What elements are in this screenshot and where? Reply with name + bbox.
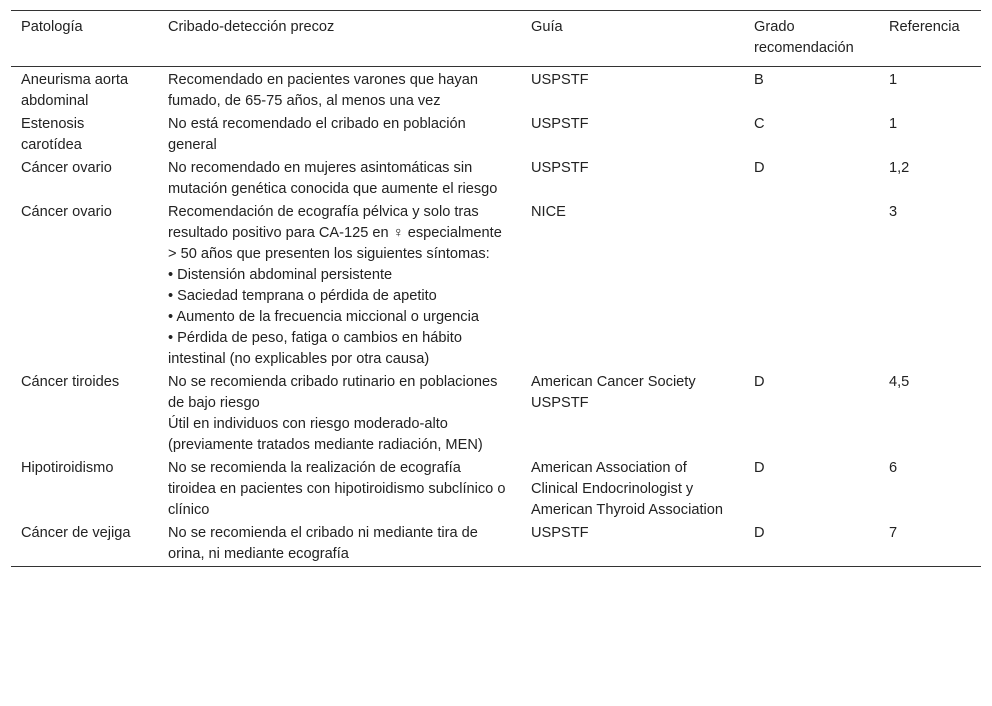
cell-referencia: 7 <box>889 525 898 541</box>
cell-patologia: Hipotiroidismo <box>21 460 114 476</box>
table-row <box>11 113 981 157</box>
cell-patologia: Cáncer tiroides <box>21 374 120 390</box>
header-referencia: Referencia <box>889 19 960 35</box>
header-grado: Grado recomendación <box>754 19 854 56</box>
cell-grado: D <box>754 374 765 390</box>
cell-guia: USPSTF <box>531 160 589 176</box>
table-row <box>11 157 981 201</box>
cell-guia: USPSTF <box>531 525 589 541</box>
cell-patologia: Cáncer ovario <box>21 204 112 220</box>
cell-patologia: Estenosis carotídea <box>21 116 85 153</box>
cell-grado: D <box>754 460 765 476</box>
screening-table-container <box>11 10 981 567</box>
cell-cribado: No está recomendado el cribado en población general <box>168 116 466 153</box>
cell-referencia: 1 <box>889 72 898 88</box>
table-row <box>11 371 981 457</box>
header-patologia: Patología <box>21 19 83 35</box>
cell-grado <box>744 201 879 371</box>
cell-cribado: Recomendación de ecografía pélvica y solo tras resultado positivo para CA-125 en ♀ especialmente > 50 años que presenten los siguientes síntomas: • Distensión abdominal persistente • Saciedad temprana o pérdida de apetito • Aumento de la frecuencia miccional o urgencia • Pérdida de peso, fatiga o cambios en hábito intestinal (no explicables por otra causa) <box>168 204 502 367</box>
cell-referencia: 1,2 <box>889 160 910 176</box>
cell-patologia: Cáncer de vejiga <box>21 525 131 541</box>
screening-table <box>11 10 981 567</box>
cell-referencia: 1 <box>889 116 898 132</box>
table-row <box>11 201 981 371</box>
cell-grado: B <box>754 72 764 88</box>
cell-cribado: No recomendado en mujeres asintomáticas sin mutación genética conocida que aumente el riesgo <box>168 160 498 197</box>
cell-grado: D <box>754 525 765 541</box>
cell-referencia: 6 <box>889 460 898 476</box>
table-row <box>11 457 981 522</box>
cell-guia: NICE <box>531 204 566 220</box>
cell-cribado: Recomendado en pacientes varones que hayan fumado, de 65-75 años, al menos una vez <box>168 72 478 109</box>
header-guia: Guía <box>531 19 563 35</box>
cell-guia: American Cancer Society USPSTF <box>531 374 696 411</box>
cell-patologia: Aneurisma aorta abdominal <box>21 72 129 109</box>
cell-guia: American Association of Clinical Endocrinologist y American Thyroid Association <box>531 460 723 518</box>
header-cribado: Cribado-detección precoz <box>168 19 335 35</box>
table-row <box>11 522 981 567</box>
cell-cribado: No se recomienda la realización de ecografía tiroidea en pacientes con hipotiroidismo subclínico o clínico <box>168 460 506 518</box>
table-row <box>11 67 981 114</box>
cell-grado: C <box>754 116 765 132</box>
cell-patologia: Cáncer ovario <box>21 160 112 176</box>
cell-cribado: No se recomienda el cribado ni mediante tira de orina, ni mediante ecografía <box>168 525 478 562</box>
cell-guia: USPSTF <box>531 72 589 88</box>
cell-guia: USPSTF <box>531 116 589 132</box>
cell-grado: D <box>754 160 765 176</box>
table-header-row <box>11 11 981 67</box>
cell-referencia: 3 <box>889 204 898 220</box>
cell-cribado: No se recomienda cribado rutinario en poblaciones de bajo riesgo Útil en individuos con riesgo moderado-alto (previamente tratados mediante radiación, MEN) <box>168 374 498 453</box>
cell-referencia: 4,5 <box>889 374 910 390</box>
